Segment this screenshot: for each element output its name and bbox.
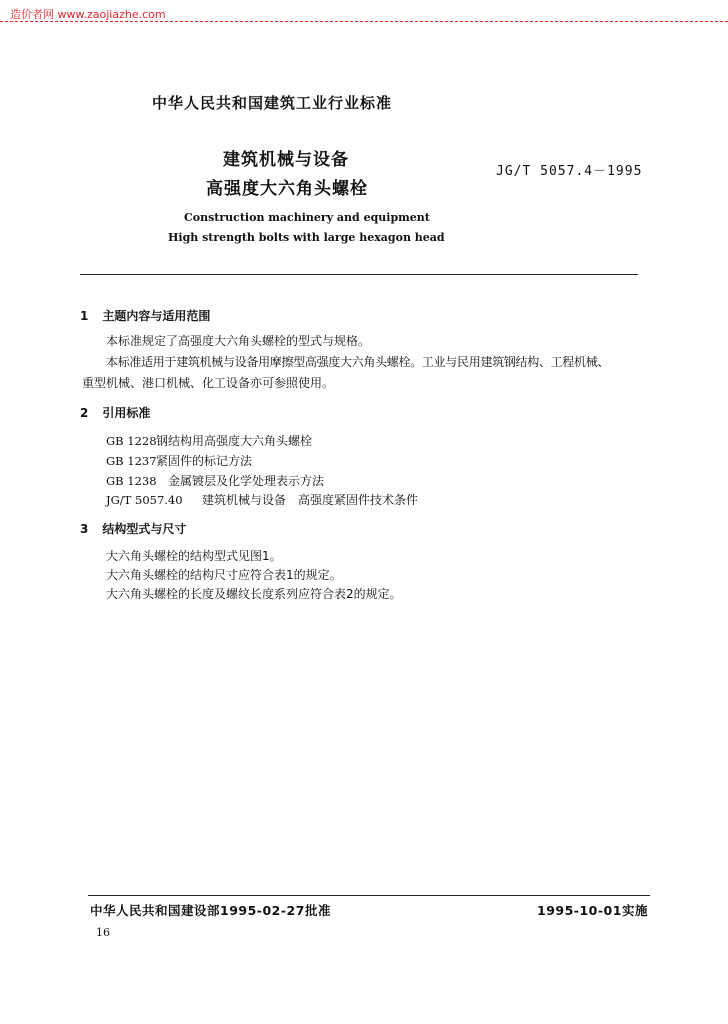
- implementation-date: 1995-10-01实施: [537, 903, 648, 918]
- reference-item: [106, 452, 252, 469]
- section-title: 主题内容与适用范围: [102, 309, 211, 323]
- reference-code: GB 1228: [106, 434, 157, 448]
- reference-item: [106, 491, 418, 508]
- header-divider: [80, 274, 638, 275]
- section-2-heading: [80, 404, 150, 421]
- section-title: 引用标准: [102, 406, 151, 420]
- paragraph: 本标准规定了高强度大六角头螺栓的型式与规格。: [106, 334, 371, 348]
- section-1-heading: [80, 307, 210, 324]
- paragraph: 大六角头螺栓的长度及螺纹长度系列应符合表2的规定。: [106, 587, 402, 601]
- reference-item: [106, 432, 312, 449]
- section-number: 1: [80, 309, 89, 323]
- standard-category-header: 中华人民共和国建筑工业行业标准: [152, 94, 393, 112]
- reference-code: JG/T 5057.40: [106, 493, 183, 507]
- paragraph-continuation: 重型机械、港口机械、化工设备亦可参照使用。: [82, 376, 335, 390]
- reference-item: [106, 472, 324, 489]
- section-number: 3: [80, 522, 89, 536]
- watermark-divider: [0, 21, 728, 22]
- title-cn-line2: 高强度大六角头螺栓: [206, 179, 368, 199]
- footer-divider: [88, 895, 650, 896]
- reference-title: 紧固件的标记方法: [156, 454, 253, 468]
- reference-code: GB 1238: [106, 474, 157, 488]
- paragraph: 本标准适用于建筑机械与设备用摩擦型高强度大六角头螺栓。工业与民用建筑钢结构、工程机械、: [106, 355, 610, 369]
- paragraph: 大六角头螺栓的结构尺寸应符合表1的规定。: [106, 568, 342, 582]
- section-number: 2: [80, 406, 89, 420]
- title-cn-line1: 建筑机械与设备: [223, 150, 349, 170]
- title-en-line2: High strength bolts with large hexagon head: [168, 231, 445, 244]
- approval-statement: 中华人民共和国建设部1995-02-27批准: [90, 903, 331, 918]
- reference-code: GB 1237: [106, 454, 157, 468]
- section-3-heading: [80, 520, 186, 537]
- reference-title: 建筑机械与设备 高强度紧固件技术条件: [202, 493, 419, 507]
- page-number: 16: [96, 926, 110, 939]
- title-en-line1: Construction machinery and equipment: [184, 211, 430, 224]
- watermark-text: 造价者网 www.zaojiazhe.com: [10, 8, 166, 21]
- standard-number: JG/T 5057.4－1995: [496, 164, 643, 179]
- section-title: 结构型式与尺寸: [102, 522, 187, 536]
- reference-title: 钢结构用高强度大六角头螺栓: [156, 434, 313, 448]
- reference-title: 金属镀层及化学处理表示方法: [168, 474, 325, 488]
- paragraph: 大六角头螺栓的结构型式见图1。: [106, 549, 282, 563]
